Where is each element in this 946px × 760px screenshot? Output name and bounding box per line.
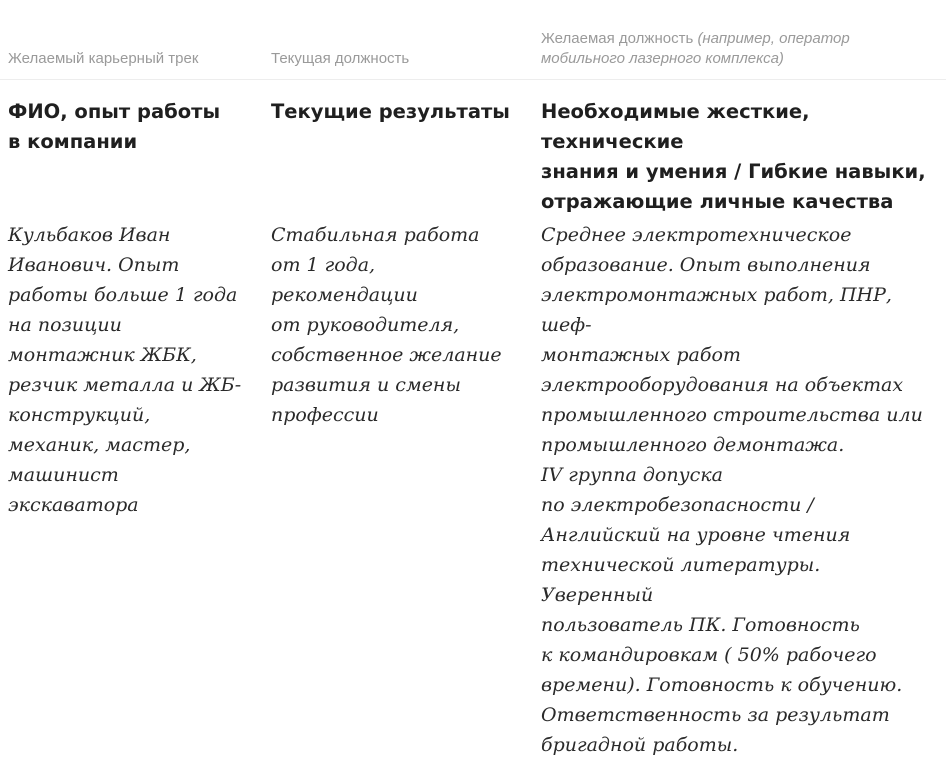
header-current-position: Текущая должность bbox=[271, 50, 410, 67]
header-desired-career-track: Желаемый карьерный трек bbox=[8, 50, 199, 67]
header-desired-position-example: (например, оператор мобильного лазерного комплекса) bbox=[541, 30, 850, 67]
subheader-current-results: Текущие результаты bbox=[271, 100, 510, 123]
cell-required-skills: Среднее электротехническое образование. Опыт выполнения электромонтажных работ, ПНР, шеф- монтажных работ электрооборудования на объектах промышленного строительства или промышленного демонтажа. IV группа допуска по электробезопасности / Английский на уровне чтения технической литературы. Уверенный пользователь ПК. Готовность к командировкам ( 50% рабочего времени). Готовность к обучению. Ответственность за результат бригадной работы. bbox=[541, 224, 923, 756]
cell-current-results: Стабильная работа от 1 года, рекомендации от руководителя, собственное желание развития и смены профессии bbox=[271, 224, 502, 426]
header-desired-position-label: Желаемая должность bbox=[541, 30, 694, 47]
subheader-required-skills: Необходимые жесткие, технические знания и умения / Гибкие навыки, отражающие личные качества bbox=[541, 100, 926, 213]
header-divider bbox=[0, 79, 946, 80]
header-desired-position bbox=[541, 29, 861, 69]
subheader-name-experience: ФИО, опыт работы в компании bbox=[8, 100, 221, 153]
cell-name-experience: Кульбаков Иван Иванович. Опыт работы больше 1 года на позиции монтажник ЖБК, резчик металла и ЖБ- конструкций, механик, мастер, машинист экскаватора bbox=[8, 224, 242, 516]
